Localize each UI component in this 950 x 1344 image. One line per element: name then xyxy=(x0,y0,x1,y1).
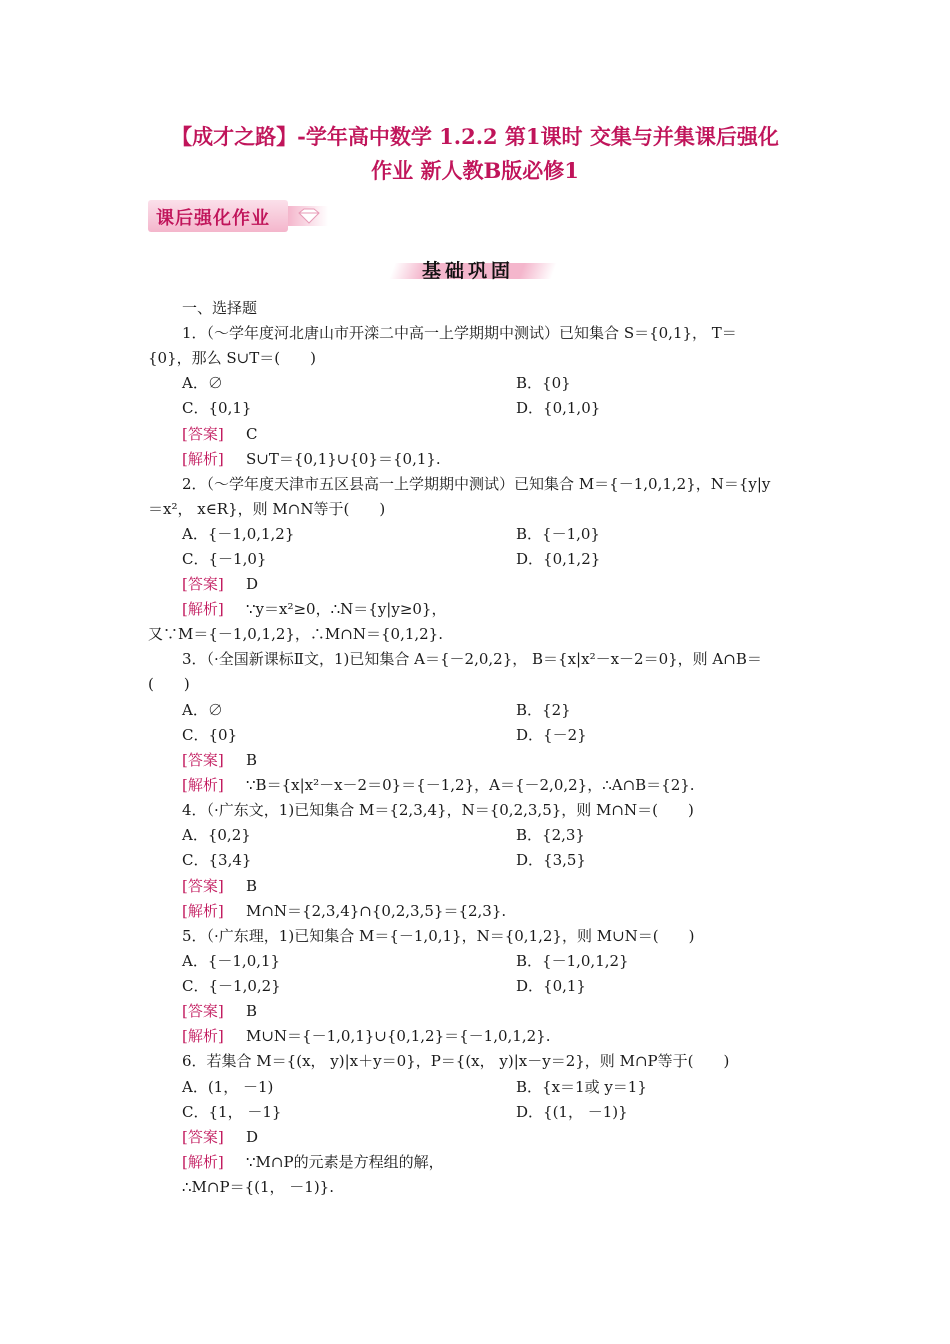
text-line: B．{0} xyxy=(516,374,571,392)
text-line: B xyxy=(246,751,258,769)
answer-tag: [答案] xyxy=(182,425,224,443)
answer-tag: [答案] xyxy=(182,877,224,895)
text-line: C．{3,4} xyxy=(182,851,252,869)
section-heading xyxy=(392,255,554,285)
text-line: 一、选择题 xyxy=(182,299,258,317)
text-line: D xyxy=(246,575,259,593)
answer-tag: [答案] xyxy=(182,575,224,593)
text-line: ＝x²， x∈R}，则 M∩N等于( ) xyxy=(148,500,386,518)
text-line: D．{0,1} xyxy=(516,977,586,995)
page-title-line2: 作业 新人教B版必修1 xyxy=(371,158,579,183)
text-line: D xyxy=(246,1128,259,1146)
text-line: A．{0,2} xyxy=(182,826,251,844)
text-line: B．{－1,0,1,2} xyxy=(516,952,629,970)
text-line: B xyxy=(246,1002,258,1020)
answer-tag: [答案] xyxy=(182,751,224,769)
text-line: ∵B＝{x|x²－x－2＝0}＝{－1,2}，A＝{－2,0,2}，∴A∩B＝{2}. xyxy=(246,776,695,794)
text-line: ( ) xyxy=(148,675,190,693)
text-line: B．{x＝1或 y＝1} xyxy=(516,1078,647,1096)
text-line: ∴M∩P＝{(1， －1)}. xyxy=(182,1178,334,1196)
text-line: A．∅ xyxy=(182,701,223,719)
answer-tag: [解析] xyxy=(182,902,224,920)
text-line: S∪T＝{0,1}∪{0}＝{0,1}. xyxy=(246,450,441,468)
text-line: A．{－1,0,1,2} xyxy=(182,525,295,543)
answer-tag: [解析] xyxy=(182,1153,224,1171)
text-line: D．{0,1,0} xyxy=(516,399,601,417)
text-line: {0}，那么 S∪T＝( ) xyxy=(148,349,316,367)
diamond-icon xyxy=(296,208,322,224)
text-line: 2．（～学年度天津市五区县高一上学期期中测试）已知集合 M＝{－1,0,1,2}，N＝{y|y xyxy=(182,475,771,493)
page-title-line1: 【成才之路】-学年高中数学 1.2.2 第1课时 交集与并集课后强化 xyxy=(171,124,779,149)
answer-tag: [答案] xyxy=(182,1002,224,1020)
text-line: B．{2,3} xyxy=(516,826,585,844)
homework-badge-label: 课后强化作业 xyxy=(156,208,270,229)
text-line: 1．（～学年度河北唐山市开滦二中高一上学期期中测试）已知集合 S＝{0,1}， T＝ xyxy=(182,324,737,342)
text-line: M∪N＝{－1,0,1}∪{0,1,2}＝{－1,0,1,2}. xyxy=(246,1027,551,1045)
answer-tag: [答案] xyxy=(182,1128,224,1146)
text-line: B．{－1,0} xyxy=(516,525,600,543)
text-line: B xyxy=(246,877,258,895)
answer-tag: [解析] xyxy=(182,1027,224,1045)
text-line: D．{0,1,2} xyxy=(516,550,601,568)
answer-tag: [解析] xyxy=(182,776,224,794)
text-line: D．{3,5} xyxy=(516,851,586,869)
text-line: C．{－1,0,2} xyxy=(182,977,281,995)
text-line: C．{1， －1} xyxy=(182,1103,282,1121)
answer-tag: [解析] xyxy=(182,450,224,468)
text-line: C．{0,1} xyxy=(182,399,252,417)
text-line: 5．（·广东理，1)已知集合 M＝{－1,0,1}，N＝{0,1,2}，则 M∪N＝( ) xyxy=(182,927,695,945)
text-line: D．{－2} xyxy=(516,726,587,744)
text-line: B．{2} xyxy=(516,701,571,719)
text-line: M∩N＝{2,3,4}∩{0,2,3,5}＝{2,3}. xyxy=(246,902,507,920)
text-line: 6．若集合 M＝{(x， y)|x＋y＝0}，P＝{(x， y)|x－y＝2}，则 M∩P等于( ) xyxy=(182,1052,730,1070)
text-line: D．{(1， －1)} xyxy=(516,1103,628,1121)
text-line: C xyxy=(246,425,258,443)
text-line: 又∵M＝{－1,0,1,2}，∴M∩N＝{0,1,2}. xyxy=(148,625,443,643)
text-line: ∵M∩P的元素是方程组的解， xyxy=(246,1153,444,1171)
text-line: A．(1， －1) xyxy=(182,1078,274,1096)
text-line: 4．（·广东文，1)已知集合 M＝{2,3,4}，N＝{0,2,3,5}，则 M∩N＝( ) xyxy=(182,801,694,819)
text-line: C．{0} xyxy=(182,726,238,744)
text-line: ∵y＝x²≥0，∴N＝{y|y≥0}， xyxy=(246,600,447,618)
text-line: A．{－1,0,1} xyxy=(182,952,281,970)
text-line: 3．（·全国新课标Ⅱ文，1)已知集合 A＝{－2,0,2}， B＝{x|x²－x－2＝0}，则 A∩B＝ xyxy=(182,650,762,668)
text-line: A．∅ xyxy=(182,374,223,392)
text-line: C．{－1,0} xyxy=(182,550,267,568)
answer-tag: [解析] xyxy=(182,600,224,618)
section-heading-label: 基础巩固 xyxy=(422,260,515,282)
